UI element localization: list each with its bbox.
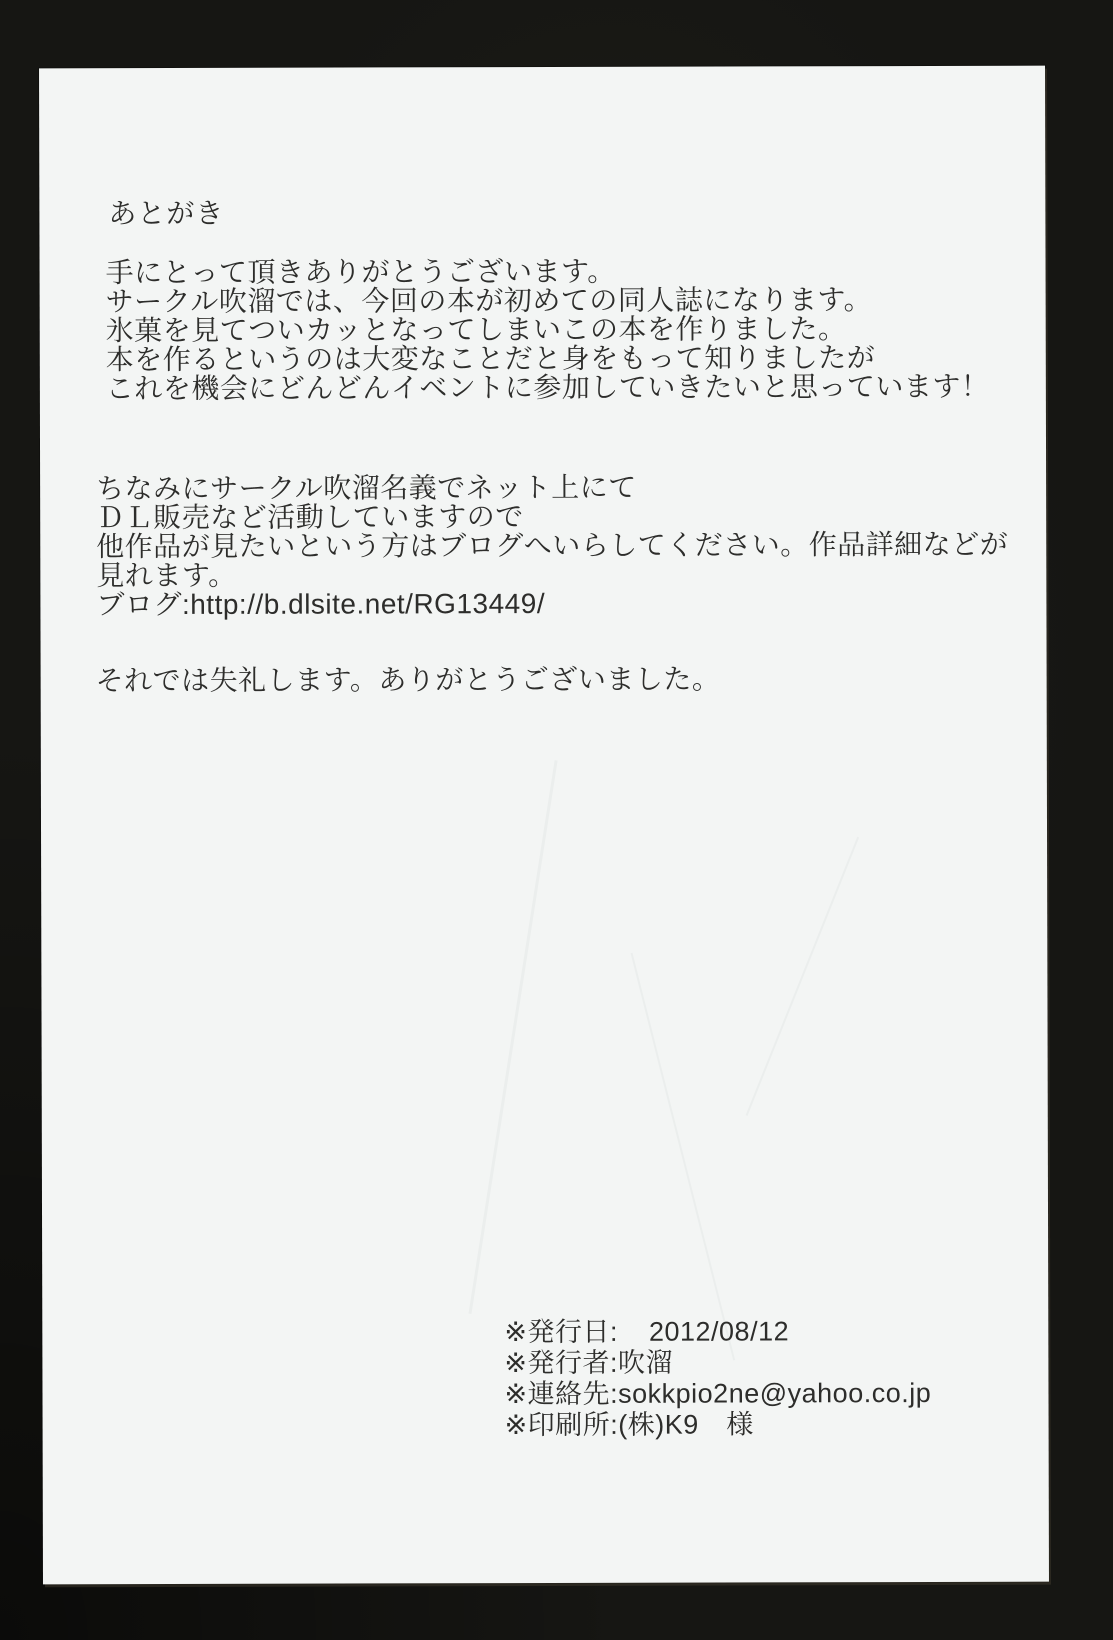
- colophon-row-publish-date: [504, 1316, 931, 1348]
- afterword-paragraph-circle-info: [96, 472, 1008, 619]
- afterword-line: サークル吹溜では、今回の本が初めての同人誌になります。: [105, 284, 873, 318]
- colophon-value: 吹溜: [617, 1347, 674, 1378]
- colophon-label: ※印刷所:: [504, 1409, 619, 1441]
- colophon-value: (株)K9 様: [618, 1409, 754, 1440]
- colophon-row-printer: [505, 1409, 932, 1441]
- afterword-line: 他作品が見たいという方はブログへいらしてください。作品詳細などが: [96, 528, 1009, 563]
- afterword-line: これを機会にどんどんイベントに参加していきたいと思っています！: [105, 370, 990, 405]
- show-through-artifact: [468, 760, 557, 1314]
- afterword-line: 本を作るというのは大変なことだと身をもって知りましたが: [105, 342, 876, 376]
- afterword-line: 見れます。: [96, 559, 237, 592]
- show-through-artifact: [631, 953, 736, 1361]
- colophon-value: sokkpio2ne@yahoo.co.jp: [618, 1377, 932, 1409]
- afterword-line: ちなみにサークル吹溜名義でネット上にて: [96, 471, 637, 505]
- colophon-row-publisher: [504, 1347, 931, 1379]
- afterword-line: 氷菓を見てついカッとなってしまいこの本を作りました。: [105, 313, 847, 347]
- colophon: [504, 1316, 931, 1441]
- colophon-label: ※発行日:: [504, 1316, 618, 1348]
- colophon-label: ※連絡先:: [504, 1378, 619, 1410]
- show-through-artifact: [746, 837, 860, 1116]
- colophon-value: 2012/08/12: [648, 1316, 790, 1347]
- blog-url-line: ブログ:http://b.dlsite.net/RG13449/: [96, 587, 546, 621]
- afterword-line: ＤＬ販売など活動していますので: [96, 501, 524, 534]
- afterword-line: 手にとって頂きありがとうございます。: [105, 255, 616, 289]
- afterword-paragraph-thanks: [106, 256, 990, 403]
- colophon-label: ※発行者:: [504, 1347, 619, 1379]
- afterword-page: [39, 66, 1049, 1585]
- colophon-row-contact-email: [504, 1378, 931, 1410]
- closing-line: それでは失礼します。ありがとうございました。: [95, 663, 721, 697]
- afterword-title: あとがき: [108, 197, 225, 230]
